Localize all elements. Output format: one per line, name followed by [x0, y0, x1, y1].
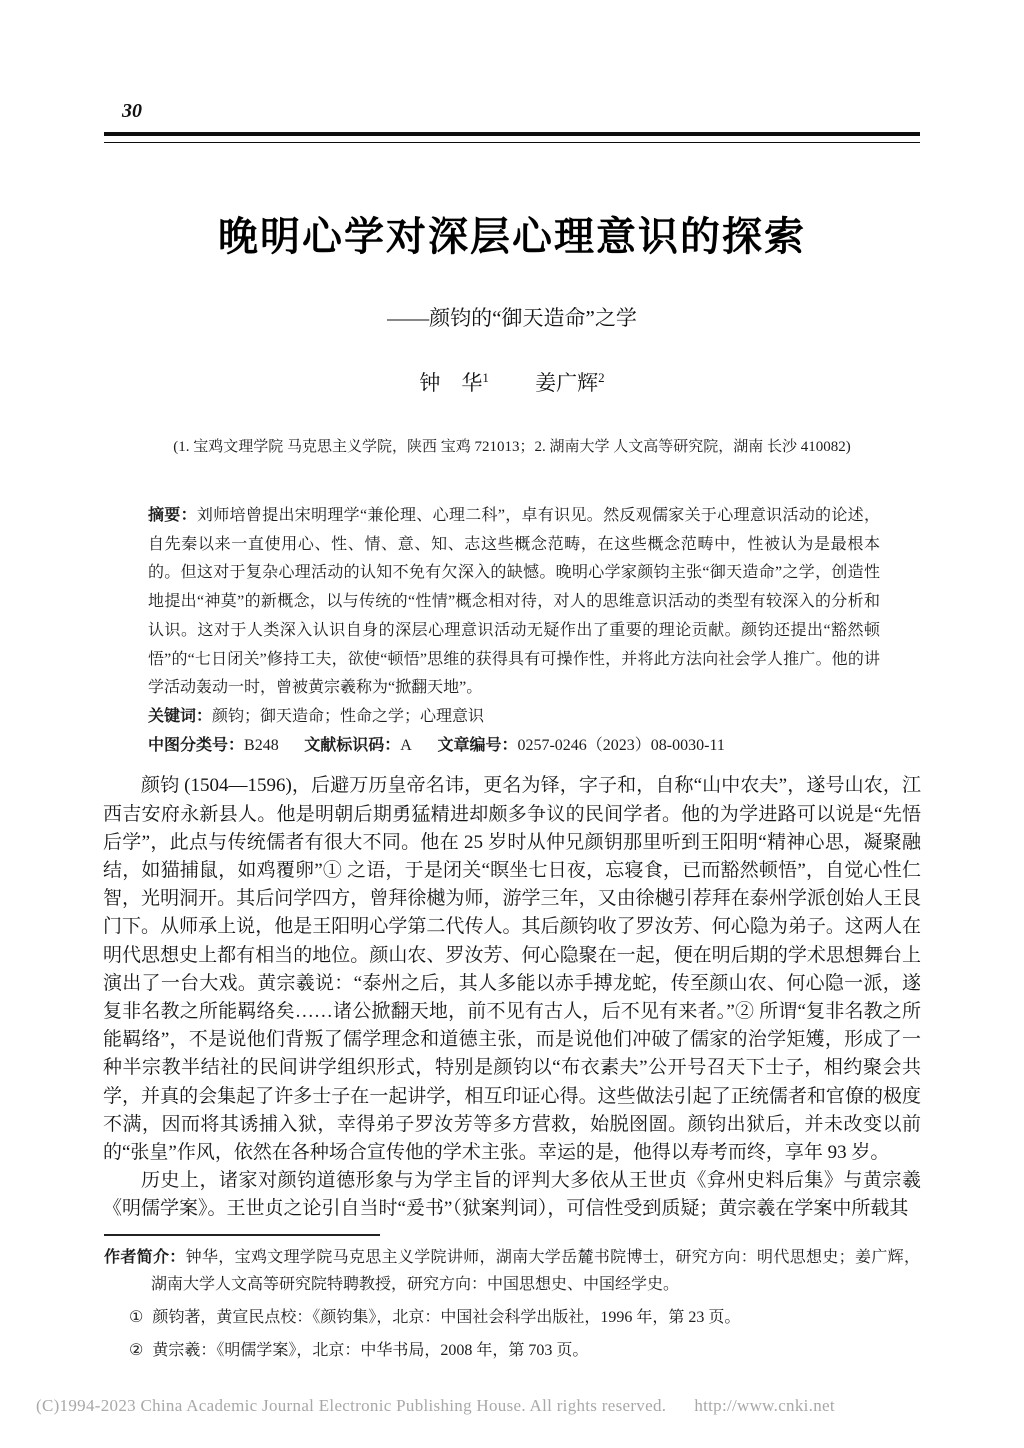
abstract-paragraph: [148, 502, 880, 703]
footnote-1-marker: ①: [129, 1308, 144, 1326]
body-paragraph-1: 颜钧 (1504—1596)，后避万历皇帝名讳，更名为铎，字子和，自称“山中农夫”，遂号山农，江西吉安府永新县人。他是明朝后期勇猛精进却颇多争议的民间学者。他的为学进路可以说是“先悟后学”，此点与传统儒者有很大不同。他在 25 岁时从仲兄颜钥那里听到王阳明“精神心思，凝聚融结，如猫捕鼠，如鸡覆卵”① 之语，于是闭关“瞑坐七日夜，忘寝食，已而豁然顿悟”，自觉心性仁智，光明洞开。其后问学四方，曾拜徐樾为师，游学三年，又由徐樾引荐拜在泰州学派创始人王艮门下。从师承上说，他是王阳明心学第二代传人。其后颜钧收了罗汝芳、何心隐为弟子。这两人在明代思想史上都有相当的地位。颜山农、罗汝芳、何心隐聚在一起，便在明后期的学术思想舞台上演出了一台大戏。黄宗羲说：“泰州之后，其人多能以赤手搏龙蛇，传至颜山农、何心隐一派，遂复非名教之所能羁络矣……诸公掀翻天地，前不见有古人，后不见有来者。”② 所谓“复非名教之所能羁络”，不是说他们背叛了儒学理念和道德主张，而是说他们冲破了儒家的治学矩矱，形成了一种半宗教半结社的民间讲学组织形式，特别是颜钧以“布衣素夫”公开号召天下士子，相约聚会共学，并真的会集起了许多士子在一起讲学，相互印证心得。这些做法引起了正统儒者和官僚的极度不满，因而将其诱捕入狱，幸得弟子罗汝芳等多方营救，始脱囹圄。颜钧出狱后，并未改变以前的“张皇”作风，依然在各种场合宣传他的学术主张。幸运的是，他得以寿考而终，享年 93 岁。: [103, 775, 921, 1163]
cnki-url: http://www.cnki.net: [694, 1396, 835, 1415]
footnote-2: [129, 1337, 920, 1364]
clc-label: 中图分类号：: [148, 736, 245, 754]
keywords-line: [148, 703, 880, 732]
keywords-text: 颜钧；御天造命；性命之学；心理意识: [212, 707, 485, 725]
footnote-separator-rule: [104, 1234, 380, 1236]
affiliation-line: (1. 宝鸡文理学院 马克思主义学院，陕西 宝鸡 721013；2. 湖南大学 人文高等研究院，湖南 长沙 410082): [173, 439, 851, 455]
abstract-text: 刘师培曾提出宋明理学“兼伦理、心理二科”，卓有识见。然反观儒家关于心理意识活动的论述，自先秦以来一直使用心、性、情、意、知、志这些概念范畴，在这些概念范畴中，性被认为是最根本的。但这对于复杂心理活动的认知不免有欠深入的缺憾。晚明心学家颜钧主张“御天造命”之学，创造性地提出“神莫”的新概念，以与传统的“性情”概念相对待，对人的思维意识活动的类型有较深入的分析和认识。这对于人类深入认识自身的深层心理意识活动无疑作出了重要的理论贡献。颜钧还提出“豁然顿悟”的“七日闭关”修持工夫，欲使“顿悟”思维的获得具有可操作性，并将此方法向社会学人推广。他的讲学活动轰动一时，曾被黄宗羲称为“掀翻天地”。: [148, 507, 880, 697]
author-1: [419, 371, 489, 395]
article-subtitle: ——颜钧的“御天造命”之学: [387, 306, 637, 330]
author-line: [104, 363, 920, 398]
copyright-line: [36, 1396, 835, 1416]
abstract-label: 摘要：: [148, 507, 197, 524]
doc-code-value: A: [400, 736, 412, 754]
footnote-2-marker: ②: [129, 1341, 144, 1359]
header-rule-thin: [104, 142, 920, 143]
author-1-name: 钟 华: [419, 371, 483, 395]
article-title: 晚明心学对深层心理意识的探索: [218, 214, 806, 259]
author-bio-text: 钟华，宝鸡文理学院马克思主义学院讲师，湖南大学岳麓书院博士，研究方向：明代思想史；姜广辉，湖南大学人文高等研究院特聘教授，研究方向：中国思想史、中国经学史。: [151, 1248, 920, 1293]
author-2: [535, 371, 605, 395]
author-2-affiliation-mark: 2: [598, 370, 605, 385]
body-paragraph-2: 历史上，诸家对颜钧道德形象与为学主旨的评判大多依从王世贞《弇州史料后集》与黄宗羲《明儒学案》。王世贞之论引自当时“爰书”（狱案判词），可信性受到质疑；黄宗羲在学案中所载其: [103, 1170, 921, 1220]
article-body: [103, 772, 921, 1223]
author-bio: [104, 1244, 920, 1298]
page-number: 30: [122, 100, 142, 122]
copyright-text: (C)1994-2023 China Academic Journal Electronic Publishing House. All rights reserved.: [36, 1396, 667, 1415]
footnote-1-text: 颜钧著，黄宣民点校：《颜钧集》，北京：中国社会科学出版社，1996 年，第 23 页。: [152, 1308, 741, 1326]
header-rule-thick: [104, 132, 920, 136]
article-id-label: 文章编号：: [437, 736, 518, 754]
author-1-affiliation-mark: 1: [482, 370, 489, 385]
author-bio-label: 作者简介：: [104, 1248, 186, 1266]
author-2-name: 姜广辉: [535, 371, 599, 395]
clc-value: B248: [244, 736, 279, 754]
abstract-block: [148, 502, 880, 760]
doc-code-label: 文献标识码：: [304, 736, 401, 754]
footnote-1: [129, 1304, 920, 1331]
classification-line: [148, 732, 880, 761]
article-id-value: 0257-0246（2023）08-0030-11: [517, 736, 725, 754]
keywords-label: 关键词：: [148, 707, 213, 725]
footnote-2-text: 黄宗羲：《明儒学案》，北京：中华书局，2008 年，第 703 页。: [152, 1341, 589, 1359]
